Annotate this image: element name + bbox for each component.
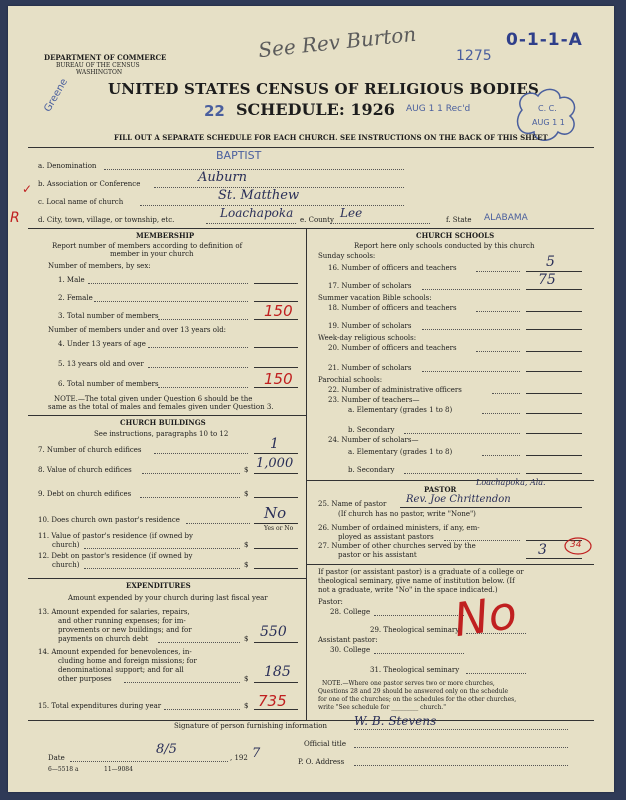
parochial-label: Parochial schools:: [318, 376, 383, 384]
r-mark: R: [10, 210, 20, 226]
sunday-label: Sunday schools:: [318, 252, 376, 260]
q13-dollar: $: [244, 635, 249, 643]
q18-label: 18. Number of officers and teachers: [328, 304, 457, 312]
q23b-label: b. Secondary: [348, 426, 395, 434]
buildings-title: CHURCH BUILDINGS: [120, 418, 206, 427]
assistant-sublabel: Assistant pastor:: [318, 636, 378, 644]
q17-label: 17. Number of scholars: [328, 282, 412, 290]
county-value: Lee: [340, 206, 363, 220]
cc-date: AUG 1 1: [532, 118, 565, 127]
q29-label: 29. Theological seminary: [370, 626, 460, 634]
q24-label: 24. Number of scholars—: [328, 436, 419, 444]
pastor-note-2: Questions 28 and 29 should be answered only on the schedule: [318, 688, 509, 695]
date-label: Date: [48, 754, 65, 762]
state-value: ALABAMA: [484, 213, 528, 223]
membership-title: MEMBERSHIP: [136, 231, 195, 240]
q1-label: 1. Male: [58, 276, 85, 284]
instruction-line: FILL OUT A SEPARATE SCHEDULE FOR EACH CHURCH. SEE INSTRUCTIONS ON THE BACK OF THIS SHEET: [114, 133, 548, 142]
pastor-title: PASTOR: [424, 485, 457, 494]
buildings-subtitle: See instructions, paragraphs 10 to 12: [94, 430, 229, 438]
po-address-label: P. O. Address: [298, 758, 345, 766]
q13-line-1: 13. Amount expended for salaries, repairs,: [38, 608, 190, 616]
q27-line-2: pastor or his assistant: [338, 551, 417, 559]
yes-no-hint: Yes or No: [264, 525, 294, 532]
q23a-label: a. Elementary (grades 1 to 8): [348, 406, 453, 414]
q5-label: 5. 13 years old and over: [58, 360, 144, 368]
q8-value: 1,000: [256, 456, 294, 471]
denomination-label: a. Denomination: [38, 162, 97, 170]
association-label: b. Association or Conference: [38, 180, 141, 188]
age-header: Number of members under and over 13 years old:: [48, 326, 227, 334]
q8-label: 8. Value of church edifices: [38, 466, 132, 474]
q26-line-2: ployed as assistant pastors: [338, 533, 434, 541]
greene-stamp: Greene: [42, 76, 71, 115]
q13-line-4: payments on church debt: [58, 635, 149, 643]
schools-title: CHURCH SCHOOLS: [416, 231, 495, 240]
q26-line-1: 26. Number of ordained ministers, if any, em-: [318, 524, 480, 532]
q6-value: 150: [264, 370, 293, 388]
q14-line-1: 14. Amount expended for benevolences, in-: [38, 648, 192, 656]
column-divider: [306, 228, 307, 720]
stamp-number: 1275: [456, 48, 492, 64]
q11-label-cont: church): [52, 541, 80, 549]
q11-label: 11. Value of pastor's residence (if owned by: [38, 532, 193, 540]
q11-dollar: $: [244, 541, 249, 549]
signature-value: W. B. Stevens: [354, 714, 437, 728]
q27-circled: 34: [570, 540, 582, 550]
schedule-title: SCHEDULE: 1926: [236, 100, 395, 119]
q4-label: 4. Under 13 years of age: [58, 340, 146, 348]
q6-label: 6. Total number of members: [58, 380, 159, 388]
association-value: Auburn: [198, 170, 248, 185]
bureau-label: BUREAU OF THE CENSUS: [56, 62, 140, 69]
q25-value: Rev. Joe Chrittendon: [406, 494, 511, 505]
pastor-note-4: write "See schedule for _________ church.": [318, 704, 446, 711]
city-label: d. City, town, village, or township, etc.: [38, 216, 175, 224]
q15-label: 15. Total expenditures during year: [38, 702, 162, 710]
membership-subtitle-1: Report number of members according to definition of: [52, 242, 243, 250]
q15-dollar: $: [244, 702, 249, 710]
q7-label: 7. Number of church edifices: [38, 446, 142, 454]
department-label: DEPARTMENT OF COMMERCE: [44, 53, 167, 62]
form-number: 6—5518 a: [48, 766, 79, 773]
q12-dollar: $: [244, 561, 249, 569]
check-mark: ✓: [22, 182, 33, 196]
q3-label: 3. Total number of members: [58, 312, 159, 320]
pencil-note: See Rev Burton: [257, 21, 418, 63]
q25-note: (If church has no pastor, write "None"): [338, 510, 476, 518]
q9-label: 9. Debt on church edifices: [38, 490, 132, 498]
q14-line-2: cluding home and foreign missions; for: [58, 657, 197, 665]
q2-label: 2. Female: [58, 294, 93, 302]
q13-value: 550: [260, 624, 287, 640]
q14-dollar: $: [244, 675, 249, 683]
q19-label: 19. Number of scholars: [328, 322, 412, 330]
q23-label: 23. Number of teachers—: [328, 396, 420, 404]
membership-subtitle-2: member in your church: [110, 250, 194, 258]
city-label: WASHINGTON: [76, 69, 123, 76]
schedule-prefix: 22: [204, 102, 225, 120]
q12-label: 12. Debt on pastor's residence (if owned by: [38, 552, 193, 560]
q22-label: 22. Number of administrative officers: [328, 386, 462, 394]
pastor-note-3: for one of the churches; on the schedules for the other churches,: [318, 696, 517, 703]
q16-label: 16. Number of officers and teachers: [328, 264, 457, 272]
received-stamp: AUG 1 1 Rec'd: [406, 104, 471, 114]
q14-line-3: denominational support; and for all: [58, 666, 184, 674]
q27-value: 3: [538, 542, 547, 558]
church-name-label: c. Local name of church: [38, 198, 124, 206]
schools-subtitle: Report here only schools conducted by this church: [354, 242, 535, 250]
q13-line-2: and other running expenses; for im-: [58, 617, 186, 625]
q10-value: No: [264, 504, 287, 522]
q12-label-cont: church): [52, 561, 80, 569]
signature-label: Signature of person furnishing information: [174, 722, 328, 730]
q13-line-3: provements or new buildings; and for: [58, 626, 192, 634]
q25-label: 25. Name of pastor: [318, 500, 387, 508]
pastor-address-note: Loachapoka, Ala.: [476, 478, 546, 487]
q15-value: 735: [258, 692, 287, 710]
official-title-label: Official title: [304, 740, 346, 748]
q31-label: 31. Theological seminary: [370, 666, 460, 674]
grad-line-3: not a graduate, write "No" in the space indicated.): [318, 586, 498, 594]
grad-line-2: theological seminary, give name of institution below. (If: [318, 577, 515, 585]
denomination-value: BAPTIST: [216, 149, 262, 162]
q27-line-1: 27. Number of other churches served by the: [318, 542, 476, 550]
q7-value: 1: [270, 436, 279, 452]
membership-note-2: same as the total of males and females given under Question 3.: [48, 403, 274, 411]
date-value: 8/5: [156, 742, 177, 757]
expenditures-title: EXPENDITURES: [126, 581, 191, 590]
form-code: 0-1-1-A: [506, 30, 583, 50]
q10-label: 10. Does church own pastor's residence: [38, 516, 180, 524]
summer-label: Summer vacation Bible schools:: [318, 294, 432, 302]
cc-stamp: C. C.: [538, 104, 557, 113]
q14-line-4: other purposes: [58, 675, 112, 683]
q8-dollar: $: [244, 466, 249, 474]
pastor-sublabel: Pastor:: [318, 598, 343, 606]
grad-line-1: If pastor (or assistant pastor) is a graduate of a college or: [318, 568, 524, 576]
year-value: 7: [252, 746, 261, 761]
form-title: UNITED STATES CENSUS OF RELIGIOUS BODIES: [108, 80, 540, 98]
year-printed: , 192: [230, 754, 248, 762]
header-rule: [28, 147, 594, 148]
weekday-label: Week-day religious schools:: [318, 334, 417, 342]
church-name-value: St. Matthew: [218, 188, 300, 203]
q20-label: 20. Number of officers and teachers: [328, 344, 457, 352]
by-sex-label: Number of members, by sex:: [48, 262, 151, 270]
q14-value: 185: [264, 664, 291, 680]
state-label: f. State: [446, 216, 472, 224]
q9-dollar: $: [244, 490, 249, 498]
county-label: e. County: [300, 216, 334, 224]
membership-note-1: NOTE.—The total given under Question 6 should be the: [54, 395, 253, 403]
circle-mark: [563, 536, 593, 556]
no-graduate-value: No: [450, 584, 521, 648]
form-number-2: 11—9084: [104, 766, 133, 773]
q28-label: 28. College: [330, 608, 371, 616]
q3-value: 150: [264, 302, 293, 320]
q16-value: 5: [546, 254, 555, 270]
q17-value: 75: [538, 272, 556, 288]
q24b-label: b. Secondary: [348, 466, 395, 474]
q21-label: 21. Number of scholars: [328, 364, 412, 372]
city-value: Loachapoka: [220, 206, 294, 220]
pastor-note-1: NOTE.—Where one pastor serves two or more churches,: [322, 680, 495, 687]
q24a-label: a. Elementary (grades 1 to 8): [348, 448, 453, 456]
expenditures-subtitle: Amount expended by your church during last fiscal year: [68, 594, 268, 602]
q30-label: 30. College: [330, 646, 371, 654]
ident-rule: [28, 228, 594, 229]
